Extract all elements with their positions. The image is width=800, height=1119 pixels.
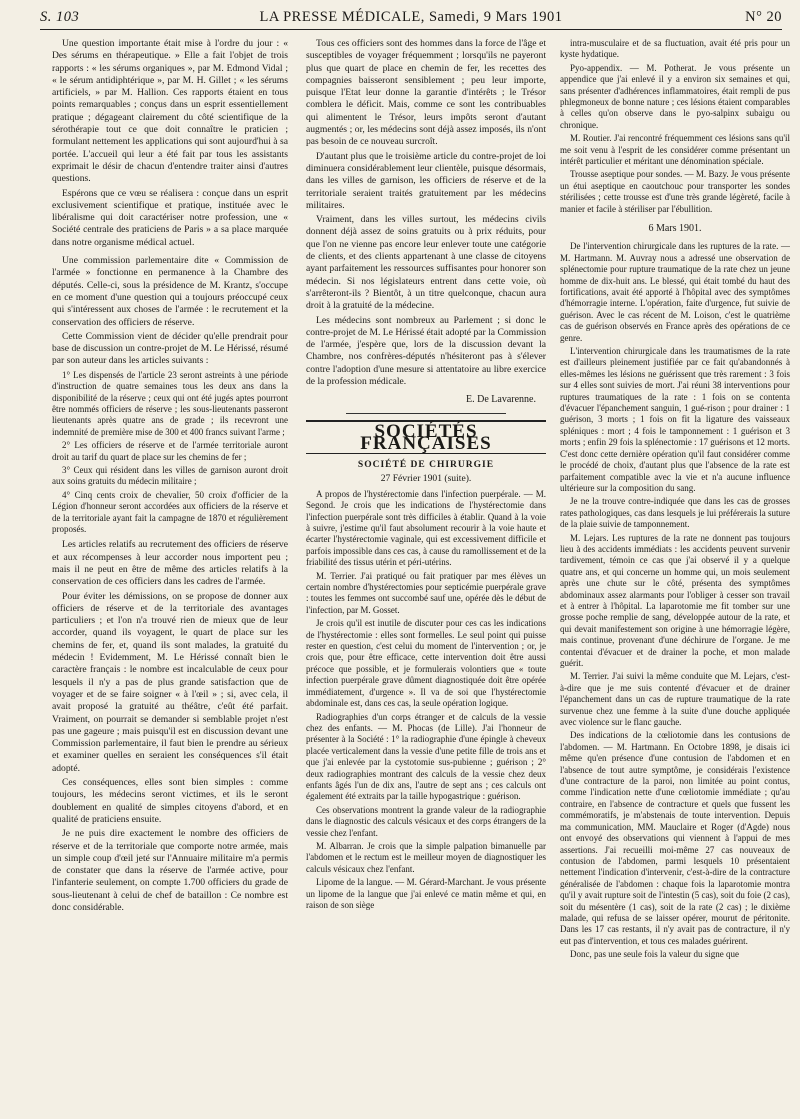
paragraph: Les articles relatifs au recrutement des officiers de réserve et aux récompenses à leur accorder nous importent peu ; mais il ne peut en être de même des articles relatifs à la conservation de ces officiers dans les cadres de l'armée. (52, 539, 288, 588)
session-date: 27 Février 1901 (suite). (380, 472, 472, 484)
paragraph: Une commission parlementaire dite « Commission de l'armée » fonctionne en permanence à la Chambre des députés. Celle-ci, sous la présidence de M. Krantz, s'occupe en ce moment d'une question qui a toujours préoccupé ceux qui s'intéressent aux choses de l'armée : le recrutement et la conservation des officiers de réserve. (52, 255, 288, 328)
society-heading: SOCIÉTÉ DE CHIRURGIE (357, 460, 495, 471)
article-item: 1° Les dispensés de l'article 23 seront astreints à une période d'instruction de quatre semaines tous les deux ans dans la disponibilité de la réserve ; ceux qui ont été jugés aptes pourront être nommés officiers de réserve ; les sous-lieutenants passeront lieutenants après quatre ans de grade ; ils recevront une indemnité de première mise de 300 et 400 francs suivant l'arme ; (52, 369, 288, 437)
article-item: 4° Cinq cents croix de chevalier, 50 croix d'officier de la Légion d'honneur seront accordées aux officiers de la réserve et de la territoriale ayant fait la campagne de 1870 et régulièrement proposés. (52, 489, 288, 534)
paragraph: Cette Commission vient de décider qu'elle prendrait pour base de discussion un contre-projet de M. Le Hérissé, résumé par son auteur dans les articles suivants : (52, 330, 288, 367)
paragraph: L'intervention chirurgicale dans les traumatismes de la rate est d'ailleurs pleinement justifiée par ce fait qu'abandonnés à elles-mêmes les lésions ne guérissent que très rarement : 3 fois sur 4 elles sont suivies de mort. J'ai réuni 38 interventions pour ruptures traumatiques de la rate : 1 fois on se contenta d'évacuer l'épanchement sanguin, 1 gué-rison ; pour drainer : 1 guérison, 3 morts ; 1 fois on fit la ligature des vaisseaux spléniques : mort ; 4 fois le tamponnement : 1 guérison et 3 morts ; enfin 29 fois la splénectomie : 17 guérisons et 12 morts. C'est donc cette dernière opération qu'il faut considérer comme le procédé de choix, d'autant plus que l'absence de la rate est parfaitement compatible avec la vie et n'a aucune influence ultérieure sur la composition du sang. (560, 346, 790, 493)
paragraph: Ces observations montrent la grande valeur de la radiographie dans le diagnostic des calculs vésicaux et des corps étrangers de la vessie chez l'enfant. (306, 804, 546, 838)
paragraph: Ces conséquences, elles sont bien simples : comme toujours, les médecins seront victimes, et ils le seront doublement en qualité de simples citoyens d'abord, et en qualité de praticiens ensuite. (52, 777, 288, 825)
journal-title: LA PRESSE MÉDICALE, Samedi, 9 Mars 1901 (259, 9, 563, 25)
column-2 (306, 38, 546, 1113)
section-banner: SOCIÉTÉS FRANÇAISES (306, 420, 546, 455)
paragraph: M. Terrier. J'ai pratiqué ou fait pratiquer par mes élèves un certain nombre d'hystérectomies pour septicémie puerpérale grave : toutes les femmes ont succombé sauf une, opérée dès le début de l'infection, par M. Gosset. (306, 570, 546, 615)
paragraph: Trousse aseptique pour sondes. — M. Bazy. Je vous présente un étui aseptique en caoutchouc pour transporter les sondes stérilisées ; cette trousse est d'une très grande légèreté, facile à manier et facile à stériliser par l'ébullition. (560, 169, 790, 214)
paragraph: M. Terrier. J'ai suivi la même conduite que M. Lejars, c'est-à-dire que je me suis contenté d'évacuer et de drainer l'épanchement dans un cas de rupture traumatique de la rate survenue chez une femme à la suite d'une douche appliquée avec violence sur le flanc gauche. (560, 671, 790, 728)
paragraph: A propos de l'hystérectomie dans l'infection puerpérale. — M. Segond. Je crois que les indications de l'hystérectomie dans l'infection puerpérale sont très difficiles à établir. Quand à la voie à suivre, j'estime qu'il faut absolument recourir à la voie haute et écarter l'hystérectomie vaginale, qui est excessivement difficile et parfois impossible dans ces cas, à cause du ramollissement et de la friabilité des tissus utérin et péri-utérins. (306, 488, 546, 568)
paragraph: Donc, pas une seule fois la valeur du signe que (570, 949, 739, 960)
article-item: 3° Ceux qui résident dans les villes de garnison auront droit aux soins gratuits du médecin militaire ; (52, 464, 288, 487)
paragraph: Je crois qu'il est inutile de discuter pour ces cas les indications de l'hystérectomie : elles sont formelles. Le seul point qui puisse rester en question, c'est celui du moment de l'intervention ; or, je crois que, pour être efficace, cette intervention doit être aussi précoce que possible, et je formulerais volontiers que « toute infection puerpérale grave dûment diagnostiquée doit être opérée immédiatement, d'urgence ». Il va de soi que l'hystérectomie abdominale est, dans ces cas, la seule opération logique. (306, 618, 546, 709)
column-3 (560, 38, 790, 1113)
paragraph: Pour éviter les démissions, on se propose de donner aux officiers de réserve et de la territoriale des avantages particuliers ; et l'on n'a trouvé rien de mieux que de leur accorder, quand ils voyagent, le quart de place sur les chemins de fer, et, quand ils sont malades, la gratuité du médecin ! Evidemment, M. Le Hérissé connaît bien le caractère français : le nombre est incalculable de ceux pour lesquels il n'y a pas de plus grande satisfaction que de voyager et de se faire soigner « à l'œil » ; si, avec cela, il avait proposé la gratuité au théâtre, c'eût été parfait. Vraiment, on pourrait se demander si semblable projet n'est pas une gageure ; mais puisqu'il est en discussion devant une Commission parlementaire, il faut bien le prendre au sérieux et examiner quelles en seraient les conséquences s'il était adopté. (52, 590, 288, 774)
session-date: 6 Mars 1901. (648, 223, 702, 235)
paragraph: Une question importante était mise à l'ordre du jour : « Des sérums en thérapeutique. » Elle a fait l'objet de trois rapports : « les sérums organiques », par M. Edmond Vidal ; « le sérum antidiphtérique », par M. H. Gillet ; « les sérums artificiels, » par M. Hallion. Ces rapports étaient en tous points remarquables ; conçus dans un esprit essentiellement pratique ; dégageant clairement du côté scientifique de la sérothérapie tout ce que doit connaître le praticien ; formulant nettement les applications qui sont aujourd'hui à sa portée. L'accueil qui leur a été fait par tous les assistants exprimait le désir de chacun d'entendre traiter ainsi d'autres questions. (52, 38, 288, 185)
paragraph: Tous ces officiers sont des hommes dans la force de l'âge et susceptibles de voyager fréquemment ; lorsqu'ils ne payeront plus que quart de place en chemin de fer, les recettes des compagnies baisseront sensiblement ; peu leur importe, puisque l'Etat leur donne la garantie d'intérêts ; le Trésor comblera le déficit. Mais, comme ce sont les contribuables qui alimentent le Trésor, leurs impôts seront d'autant augmentés ; or, les médecins sont déjà assez imposés, ils n'ont pas besoin de ce nouveau surcroît. (306, 38, 546, 148)
paragraph: Lipome de la langue. — M. Gérard-Marchant. Je vous présente un lipome de la langue que j'ai enlevé ce matin même et qui, en raison de son siège (306, 877, 546, 911)
paragraph: M. Lejars. Les ruptures de la rate ne donnent pas toujours lieu à des accidents immédiats : les accidents peuvent survenir tardivement, témoin ce cas que j'ai observé il y a quelque quatre ans, et qui concerne un homme qui, un mois seulement après une chute sur le côté, présenta des symptômes abdominaux assez alarmants pour l'obliger à cesser son travail et à entrer à l'hôpital. La laparotomie me fit tomber sur une grosse poche remplie de sang, développée autour de la rate, et qui devait manifestement son origine à une hémorragie légère, mais continue, provenant d'une déchirure de l'organe. Je me contentai d'évacuer et de drainer la poche, et mon malade guérit. (560, 532, 790, 669)
paragraph: Espérons que ce vœu se réalisera : conçue dans un esprit exclusivement scientifique et pratique, instituée avec le libéralisme qui doit caractériser notre profession, une « Société centrale des praticiens de Paris » a sa place marquée dans notre organisme médical actuel. (52, 187, 288, 248)
paragraph: Je ne la trouve contre-indiquée que dans les cas de grosses rates pathologiques, cas dans lesquels je lui préférerais la suture de la plaie suivie de tamponnement. (560, 496, 790, 530)
paragraph: Radiographies d'un corps étranger et de calculs de la vessie chez des enfants. — M. Phocas (de Lille). J'ai l'honneur de présenter à la Société : 1° la radiographie d'une épingle à cheveux placée verticalement dans la vessie d'une petite fille de trois ans et que j'ai enlevée par la cystotomie sus-pubienne ; guérison ; 2° deux radiographies montrant des calculs de la vessie chez deux enfants âgés l'un de dix ans, l'autre de sept ans ; ces calculs ont également été extraits par la taille hypogastrique : guérison. (306, 711, 546, 802)
header-rule (40, 29, 782, 30)
paragraph: Pyo-appendix. — M. Potherat. Je vous présente un appendice que j'ai enlevé il y a environ six semaines et qui, sans présenter d'adhérences inflammatoires, était rempli de pus phlegmoneux de bonne nature ; ces lésions étaient comparables à celles qu'on observe dans le pyo-salpinx subaigu ou chronique. (560, 62, 790, 130)
divider (346, 413, 506, 414)
paragraph: De l'intervention chirurgicale dans les ruptures de la rate. — M. Hartmann. M. Auvray nous a adressé une observation de splénectomie pour rupture traumatique de la rate chez un jeune homme de dix-huit ans. Le blessé, qui était tombé du haut des fortifications, avait été apporté à l'hôpital avec des symptômes d'hémorragie interne. L'opération, faite d'urgence, fut suivie de guérison. Avec le cas récent de M. Loison, c'est le quatrième cas de guérison observés en France après des opérations de ce genre. (560, 241, 790, 343)
paragraph: Les médecins sont nombreux au Parlement ; si donc le contre-projet de M. Le Hérissé était adopté par la Commission de l'armée, j'espère que, lors de la discussion devant la Chambre, nos confrères-députés n'hésiteront pas à s'élever contre l'adoption d'une mesure si attentatoire au libre exercice de la profession médicale. (306, 314, 546, 388)
paragraph: D'autant plus que le troisième article du contre-projet de loi diminuera considérablement leur clientèle, puisque désormais, dans les villes de garnison, les officiers de réserve et de la territoriale seraient traités gratuitement par les médecins militaires. (306, 150, 546, 211)
column-1 (52, 38, 288, 1113)
paragraph: Je ne puis dire exactement le nombre des officiers de réserve et de la territoriale que comporte notre armée, mais un simple coup d'œil jeté sur l'Annuaire militaire m'a permis de constater que dans la réserve de l'armée active, pour l'infanterie seulement, on compte 1.700 officiers du grade de sous-lieutenant à celui de chef de bataillon : Ce nombre est donc considérable. (52, 828, 288, 914)
paragraph: M. Albarran. Je crois que la simple palpation bimanuelle par l'abdomen et le rectum est le meilleur moyen de diagnostiquer les calculs vésicaux chez l'enfant. (306, 840, 546, 874)
issue-number: N° 20 (745, 9, 782, 25)
paragraph: Des indications de la cœliotomie dans les contusions de l'abdomen. — M. Hartmann. En Octobre 1898, je disais ici même qu'en présence d'une contusion de l'abdomen et en l'absence de tout autre symptôme, je considérais l'existence d'une contracture de la paroi, non limitée au point contus, comme l'indication nette d'une cœliotomie immédiate ; qu'au contraire, en l'absence de contracture et quels que fussent les commémoratifs, je m'abstenais de toute intervention. Depuis ma communication, MM. Mauclaire et Roger (d'Agde) nous ont envoyé des observations qui viennent à l'appui de mes assertions. J'ai recueilli moi-même 27 cas nouveaux de contusion de l'abdomen, parmi lesquels 10 présentaient nettement l'indication d'intervenir, c'est-à-dire de la contracture généralisée de l'abdomen : chaque fois la laparotomie montra qu'il y avait rupture soit de l'intestin (5 cas), soit du foie (2 cas), soit du mésentère (1 cas), soit de la rate (2 cas) ; le dixième malade, qui refusa de se laisser opérer, mourut de péritonite. Dans les 17 cas restants, il n'y avait pas de contracture, il n'y eut pas d'intervention, et tous ces malades guérirent. (560, 730, 790, 946)
paragraph: Vraiment, dans les villes surtout, les médecins civils donnent déjà assez de soins gratuits ou à prix réduits, pour que l'on ne vienne pas encore leur enlever toute une catégorie de clients, et des clients appartenant à une classe de citoyens ayant parfaitement les ressources suffisantes pour honorer son médecin. Si nos législateurs entrent dans cette voie, où s'arrêteront-ils ? Bientôt, à un titre quelconque, chacun aura droit à la gratuité de la médecine. (306, 214, 546, 312)
page-header (40, 6, 782, 28)
author-signature: E. De Lavarenne. (466, 394, 536, 406)
paragraph: intra-musculaire et de sa fluctuation, avait été pris pour un kyste hydatique. (560, 38, 790, 60)
page-number: S. 103 (40, 9, 80, 25)
article-item: 2° Les officiers de réserve et de l'armée territoriale auront droit au tarif du quart de place sur les chemins de fer ; (52, 440, 288, 462)
paragraph: M. Routier. J'ai rencontré fréquemment ces lésions sans qu'il me soit venu à l'esprit de les considérer comme présentant un intérêt particulier et méritant une dénomination spéciale. (560, 133, 790, 167)
